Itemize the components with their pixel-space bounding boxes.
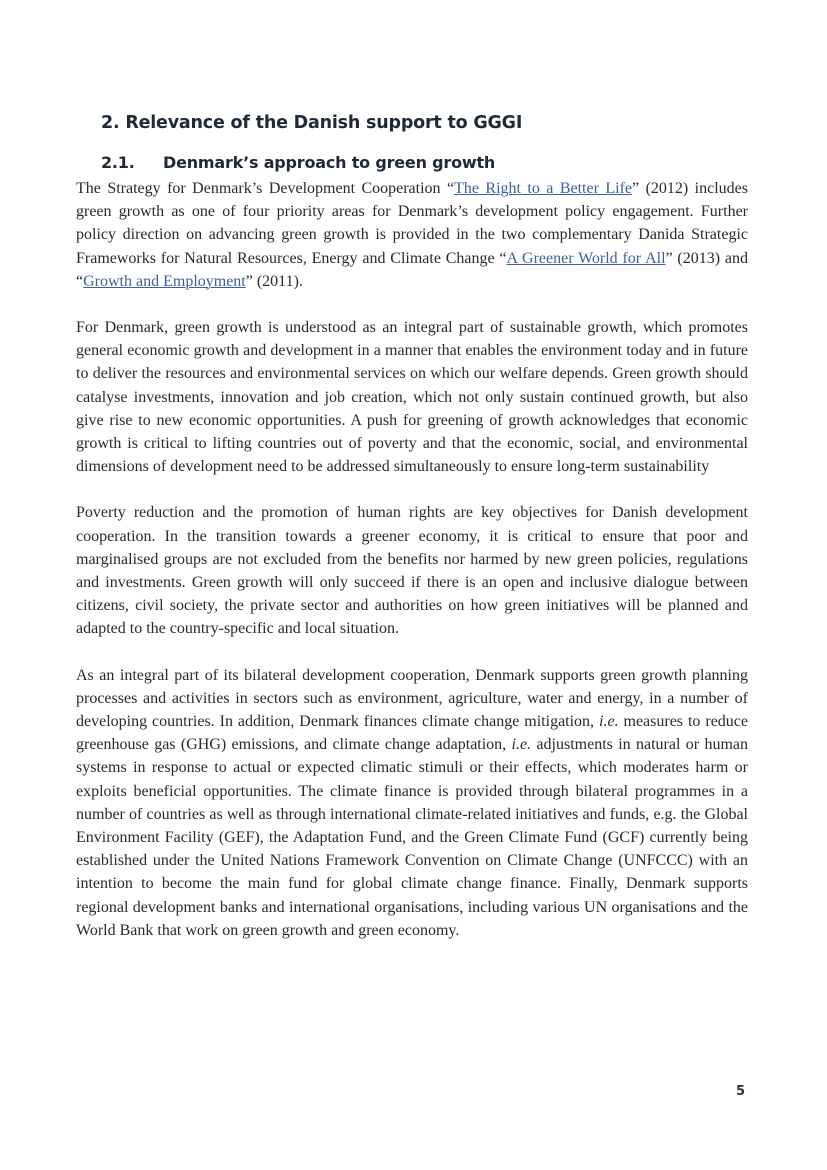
p1-text-2: ” (2012) includes green growth as one of four priority areas for Denmark’s development policy engagement. Further policy direction on advancing green growth is provided in the two complementary Danida Strategic Frameworks for Natural Resources, Energy and Climate Change “ xyxy=(76,180,748,267)
paragraph-4 xyxy=(76,664,748,942)
subsection-number: 2.1. xyxy=(101,153,135,172)
subsection-heading xyxy=(101,153,495,172)
p1-text-4: ” (2011). xyxy=(245,272,303,290)
p1-text-3: ” (2013) and “ xyxy=(76,249,749,290)
body-text xyxy=(76,177,748,942)
p4-text-3: adjustments in natural or human systems in response to actual or expected climatic stimuli or their effects, which moderates harm or exploits beneficial opportunities. The climate finance is provided through bilateral programmes in a number of countries as well as through international climate-related initiatives and funds, e.g. the Global Environment Facility (GEF), the Adaptation Fund, and the Green Climate Fund (GCF) currently being established under the United Nations Framework Convention on Climate Change (UNFCCC) with an intention to become the main fund for global climate change finance. Finally, Denmark supports regional development banks and international organisations, including various UN organisations and the World Bank that work on green growth and green economy. xyxy=(76,736,748,939)
link-growth-and-employment[interactable]: Growth and Employment xyxy=(83,272,246,290)
p4-text-2: measures to reduce greenhouse gas (GHG) emissions, and climate change adaptation, xyxy=(76,713,749,754)
paragraph-1 xyxy=(76,177,748,293)
p4-text-1: As an integral part of its bilateral development cooperation, Denmark supports green growth planning processes and activities in sectors such as environment, agriculture, water and energy, in a number of developing countries. In addition, Denmark finances climate change mitigation, xyxy=(76,666,748,731)
paragraph-3: Poverty reduction and the promotion of human rights are key objectives for Danish development cooperation. In the transition towards a greener economy, it is critical to ensure that poor and marginalised groups are not excluded from the benefits nor harmed by new green policies, regulations and investments. Green growth will only succeed if there is an open and inclusive dialogue between citizens, civil society, the private sector and authorities on how green initiatives will be planned and adapted to the country-specific and local situation. xyxy=(76,504,748,638)
subsection-title: Denmark’s approach to green growth xyxy=(163,153,496,172)
page-number: 5 xyxy=(736,1084,746,1099)
link-right-to-better-life[interactable]: The Right to a Better Life xyxy=(454,180,633,197)
section-heading: 2. Relevance of the Danish support to GGGI xyxy=(101,113,523,133)
p4-ie-1: i.e. xyxy=(599,713,619,731)
p1-text-1: The Strategy for Denmark’s Development Cooperation “ xyxy=(76,180,455,197)
p4-ie-2: i.e. xyxy=(511,736,532,754)
link-greener-world-for-all[interactable]: A Greener World for All xyxy=(506,249,666,267)
paragraph-2: For Denmark, green growth is understood as an integral part of sustainable growth, which promotes general economic growth and development in a manner that enables the environment today and in future to deliver the resources and environmental services on which our welfare depends. Green growth should catalyse investments, innovation and job creation, which not only sustain continued growth, but also give rise to new economic opportunities. A push for greening of growth acknowledges that economic growth is critical to lifting countries out of poverty and that the economic, social, and environmental dimensions of development need to be addressed simultaneously to ensure long-term sustainability xyxy=(76,319,748,476)
